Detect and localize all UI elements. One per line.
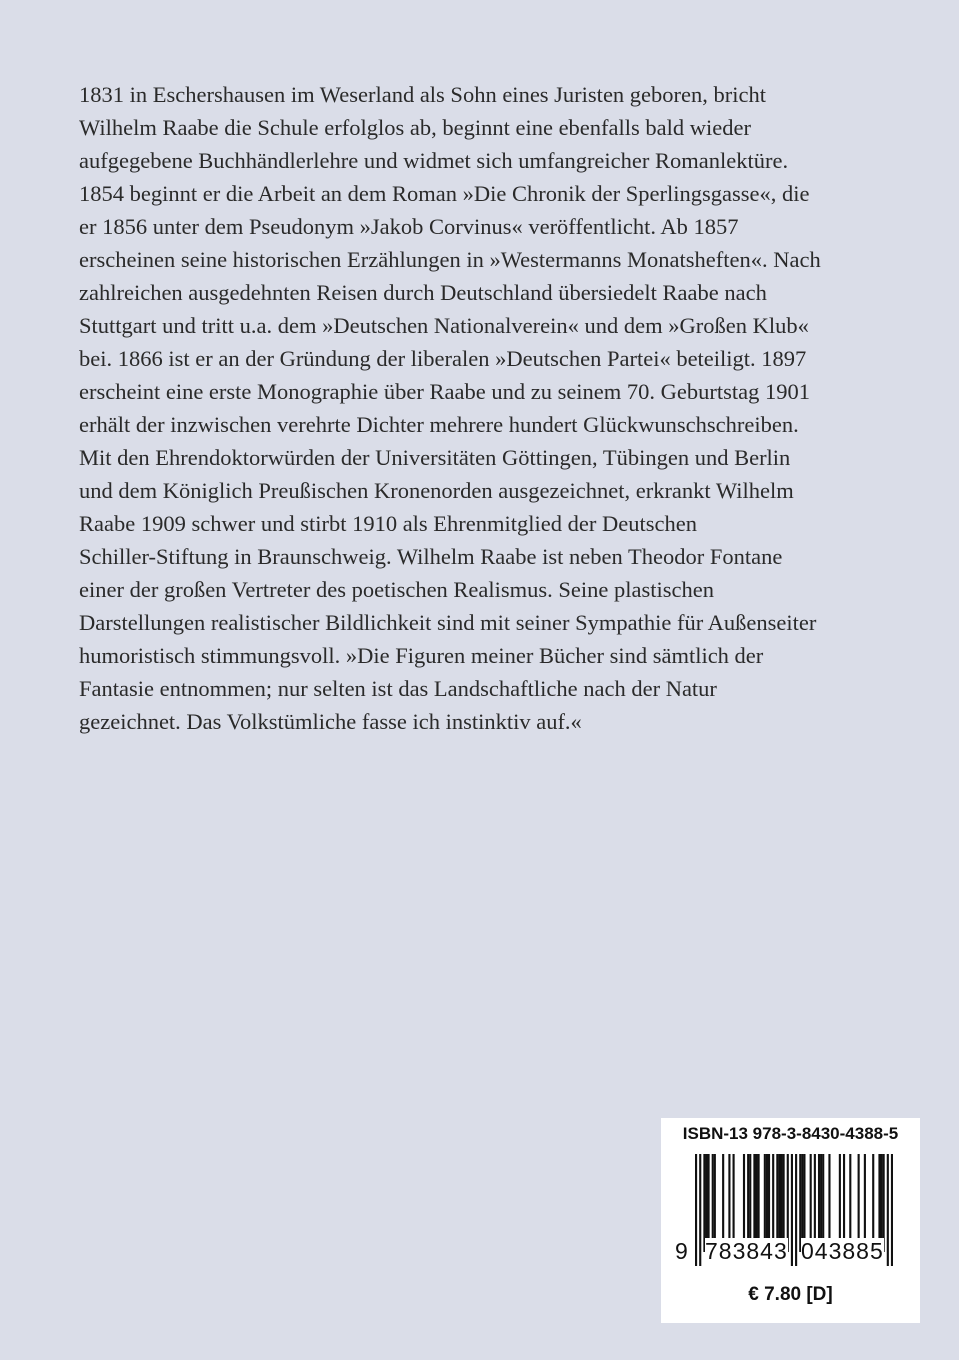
blurb-line: Stuttgart und tritt u.a. dem »Deutschen Nationalverein« und dem »Großen Klub« bbox=[79, 313, 809, 338]
blurb-line: erscheint eine erste Monographie über Raabe und zu seinem 70. Geburtstag 1901 bbox=[79, 379, 811, 404]
blurb-line: erscheinen seine historischen Erzählungen in »Westermanns Monatsheften«. Nach bbox=[79, 247, 821, 272]
blurb-line: Mit den Ehrendoktorwürden der Universitäten Göttingen, Tübingen und Berlin bbox=[79, 445, 791, 470]
barcode-panel bbox=[661, 1118, 920, 1323]
barcode-bar bbox=[795, 1154, 797, 1266]
blurb-line: 1831 in Eschershausen im Weserland als Sohn eines Juristen geboren, bricht bbox=[79, 82, 766, 107]
blurb-line: bei. 1866 ist er an der Gründung der liberalen »Deutschen Partei« beteiligt. 1897 bbox=[79, 346, 807, 371]
blurb-line: erhält der inzwischen verehrte Dichter mehrere hundert Glückwunschschreiben. bbox=[79, 412, 799, 437]
ean-left-digits: 783843 bbox=[705, 1238, 788, 1264]
barcode-bar bbox=[791, 1154, 793, 1266]
blurb-line: und dem Königlich Preußischen Kronenorden ausgezeichnet, erkrankt Wilhelm bbox=[79, 478, 794, 503]
blurb-line: Wilhelm Raabe die Schule erfolglos ab, beginnt eine ebenfalls bald wieder bbox=[79, 115, 751, 140]
ean-right-digits: 043885 bbox=[801, 1238, 884, 1264]
blurb-line: Raabe 1909 schwer und stirbt 1910 als Ehrenmitglied der Deutschen bbox=[79, 511, 697, 536]
blurb-line: Schiller-Stiftung in Braunschweig. Wilhelm Raabe ist neben Theodor Fontane bbox=[79, 544, 783, 569]
blurb-line: humoristisch stimmungsvoll. »Die Figuren meiner Bücher sind sämtlich der bbox=[79, 643, 764, 668]
barcode-bar bbox=[695, 1154, 697, 1266]
blurb-line: Fantasie entnommen; nur selten ist das Landschaftliche nach der Natur bbox=[79, 676, 717, 701]
ean-lead-digit: 9 bbox=[675, 1238, 689, 1264]
barcode-bar bbox=[699, 1154, 701, 1266]
isbn-label: ISBN-13 978-3-8430-4388-5 bbox=[682, 1124, 899, 1143]
blurb-line: zahlreichen ausgedehnten Reisen durch Deutschland übersiedelt Raabe nach bbox=[79, 280, 767, 305]
barcode-bar bbox=[887, 1154, 889, 1266]
price-label: € 7.80 [D] bbox=[748, 1284, 833, 1305]
blurb-line: Darstellungen realistischer Bildlichkeit sind mit seiner Sympathie für Außenseiter bbox=[79, 610, 817, 635]
blurb-line: aufgegebene Buchhändlerlehre und widmet sich umfangreicher Romanlektüre. bbox=[79, 148, 789, 173]
barcode-bar bbox=[891, 1154, 893, 1266]
back-cover-blurb bbox=[79, 78, 884, 738]
blurb-line: gezeichnet. Das Volkstümliche fasse ich instinktiv auf.« bbox=[79, 709, 582, 734]
blurb-line: 1854 beginnt er die Arbeit an dem Roman »Die Chronik der Sperlingsgasse«, die bbox=[79, 181, 810, 206]
blurb-line: er 1856 unter dem Pseudonym »Jakob Corvinus« veröffentlicht. Ab 1857 bbox=[79, 214, 739, 239]
blurb-line: einer der großen Vertreter des poetischen Realismus. Seine plastischen bbox=[79, 577, 715, 602]
